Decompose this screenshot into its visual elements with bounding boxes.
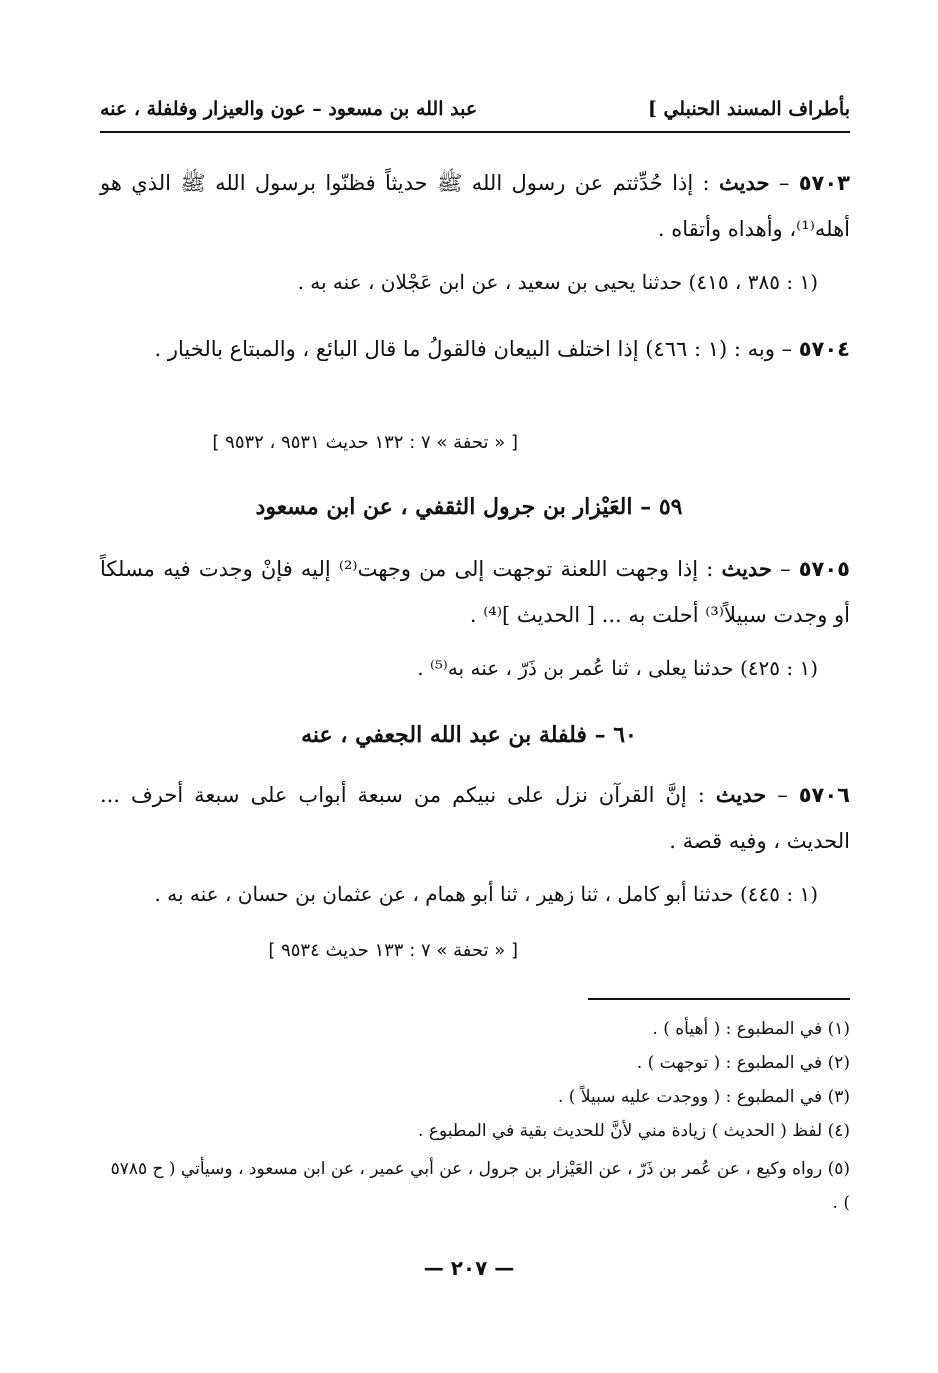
hadith-text: وبه : (١ : ٤٦٦) إذا اختلف البيعان فالقولُ ما قال البائع ، والمبتاع بالخيار . <box>154 337 775 361</box>
tuhfa-reference-5706: [ « تحفة » ٧ : ١٣٣ حديث ٩٥٣٤ ] <box>268 940 518 961</box>
hadith-entry-5703 <box>100 160 850 252</box>
footnote-2: (٢) في المطبوع : ( توجهت ) . <box>636 1053 850 1073</box>
hadith-text: : إذا حُدِّثتم عن رسول الله ﷺ حديثاً فظنّوا برسول الله ﷺ الذي هو أهله⁽¹⁾، وأهداه وأتقاه . <box>100 171 850 241</box>
hadith-number: ٥٧٠٣ <box>798 171 850 195</box>
separator: – <box>766 783 799 807</box>
hadith-entry-5704 <box>100 326 850 372</box>
section-title-59: ٥٩ – العَيْزار بن جرول الثقفي ، عن ابن مسعود <box>255 494 683 520</box>
footnote-5: (٥) رواه وكيع ، عن عُمر بن ذَرّ ، عن العَيْزار بن جرول ، عن أبي عمير ، عن ابن مسعود ، وسيأتي ( ح ٥٧٨٥ ) . <box>110 1159 850 1213</box>
header-book-title: بأطراف المسند الحنبلي ] <box>647 98 850 120</box>
separator: – <box>771 557 799 581</box>
header-chapter-title: عبد الله بن مسعود – عون والعيزار وفلفلة ، عنه <box>100 98 478 120</box>
hadith-text: : إذا وجهت اللعنة توجهت إلى من وجهت⁽²⁾ إليه فإنْ وجدت فيه مسلكاً أو وجدت سبيلاً⁽³⁾ أحلت به ... [ الحديث ]⁽⁴⁾ . <box>100 557 850 627</box>
section-title-60: ٦٠ – فلفلة بن عبد الله الجعفي ، عنه <box>301 722 637 748</box>
hadith-text: : إنَّ القرآن نزل على نبيكم من سبعة أبواب على سبعة أحرف ... الحديث ، وفيه قصة . <box>100 783 850 853</box>
hadith-number: ٥٧٠٤ <box>798 337 850 361</box>
footnote-rule <box>588 998 850 1000</box>
tuhfa-reference-5704: [ « تحفة » ٧ : ١٣٢ حديث ٩٥٣١ ، ٩٥٣٢ ] <box>212 432 518 453</box>
header-rule <box>100 131 850 133</box>
isnad-5705: (١ : ٤٢٥) حدثنا يعلى ، ثنا عُمر بن ذَرّ ، عنه به⁽⁵⁾ . <box>417 656 818 680</box>
separator: – <box>774 337 799 361</box>
hadith-entry-5706 <box>100 772 850 864</box>
isnad-5706: (١ : ٤٤٥) حدثنا أبو كامل ، ثنا زهير ، ثنا أبو همام ، عن عثمان بن حسان ، عنه به . <box>154 882 818 906</box>
page-number: — ٢٠٧ — <box>423 1256 515 1280</box>
hadith-keyword: حديث <box>721 556 772 581</box>
footnote-1: (١) في المطبوع : ( أهيأه ) . <box>652 1019 850 1039</box>
running-header <box>100 98 850 132</box>
hadith-number: ٥٧٠٥ <box>798 557 851 581</box>
separator: – <box>769 171 799 195</box>
hadith-keyword: حديث <box>718 170 770 195</box>
isnad-5703: (١ : ٣٨٥ ، ٤١٥) حدثنا يحيى بن سعيد ، عن ابن عَجْلان ، عنه به . <box>297 270 818 294</box>
hadith-keyword: حديث <box>715 782 767 807</box>
footnote-3: (٣) في المطبوع : ( ووجدت عليه سبيلاً ) . <box>558 1087 850 1107</box>
hadith-number: ٥٧٠٦ <box>798 783 850 807</box>
footnote-4: (٤) لفظ ( الحديث ) زيادة مني لأنَّ للحديث بقية في المطبوع . <box>418 1121 850 1141</box>
hadith-entry-5705 <box>100 546 850 638</box>
